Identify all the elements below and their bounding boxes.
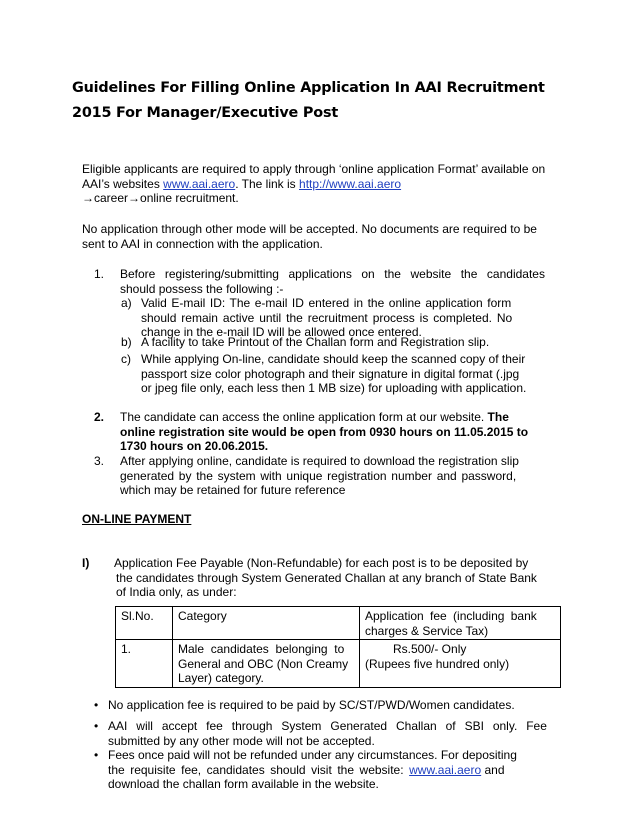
- step-1-line-1: Before registering/submitting applications on the website the candidates: [120, 267, 545, 281]
- step-1c-line-3: or jpeg file only, each less then 1 MB size) for uploading with application.: [141, 381, 527, 395]
- step-1b-line-1: A facility to take Printout of the Challan form and Registration slip.: [141, 335, 490, 349]
- step-1-text: [120, 267, 560, 296]
- header-fee: Application fee (including bank charges & Service Tax): [360, 607, 561, 640]
- step-1a-line-3: change in the e-mail ID will be allowed once entered.: [141, 325, 422, 339]
- step-1a-text: [141, 296, 561, 340]
- aai-website-link[interactable]: www.aai.aero: [163, 176, 236, 191]
- intro-line-3: →career→online recruitment.: [82, 191, 239, 205]
- bullet-3-line-3: download the challan form available in the website.: [108, 777, 379, 791]
- step-3-line-3: which may be retained for future reference: [120, 483, 346, 497]
- step-1c-text: [141, 352, 561, 396]
- step-1c-label: c): [121, 352, 131, 366]
- header-slno: Sl.No.: [116, 607, 173, 640]
- bullet-icon: •: [94, 698, 99, 712]
- bullet-3-line-1: Fees once paid will not be refunded under any circumstances. For depositing: [108, 748, 517, 762]
- intro-p2-line-1: No application through other mode will be accepted. No documents are required to be: [82, 222, 537, 236]
- aai-http-link[interactable]: http://www.aai.aero: [299, 176, 402, 191]
- intro-line-1: Eligible applicants are required to apply through ‘online application Format’ available on: [82, 162, 546, 176]
- row-category: Male candidates belonging to General and OBC (Non Creamy Layer) category.: [173, 640, 360, 688]
- step-2-line-1: The candidate can access the online application form at our website. The: [120, 410, 509, 424]
- payment-item-label: I): [82, 556, 90, 570]
- aai-website-link-2[interactable]: www.aai.aero: [409, 762, 482, 777]
- bullet-2-line-1: AAI will accept fee through System Generated Challan of SBI only. Fee: [108, 719, 547, 733]
- bullet-3-text: [108, 748, 562, 792]
- step-2-text: [120, 410, 560, 454]
- bullet-2-text: [108, 719, 562, 748]
- step-1a-line-1: Valid E-mail ID: The e-mail ID entered in the online application form: [141, 296, 512, 310]
- step-3-text: [120, 454, 560, 498]
- step-1b-label: b): [121, 335, 132, 349]
- step-3-line-2: generated by the system with unique registration number and password,: [120, 468, 517, 483]
- bullet-3-line-2: the requisite fee, candidates should visit the website: www.aai.aero and: [108, 762, 505, 777]
- row-fee: Rs.500/- Only (Rupees five hundred only): [360, 640, 561, 688]
- payment-line-1: Application Fee Payable (Non-Refundable) for each post is to be deposited by: [114, 556, 529, 570]
- table-header-row: [116, 607, 561, 640]
- intro-paragraph: [82, 162, 568, 206]
- step-3-line-1: After applying online, candidate is required to download the registration slip: [120, 454, 519, 468]
- payment-item-text: [114, 556, 564, 600]
- step-1a-label: a): [121, 296, 132, 310]
- title-line-2: 2015 For Manager/Executive Post: [72, 105, 338, 121]
- bullet-icon: •: [94, 748, 99, 762]
- step-1c-line-1: While applying On-line, candidate should keep the scanned copy of their: [141, 352, 526, 366]
- step-1-number: 1.: [94, 267, 105, 281]
- bullet-2-line-2: submitted by any other mode will not be accepted.: [108, 733, 375, 748]
- step-2-line-2: online registration site would be open from 0930 hours on 11.05.2015 to: [120, 424, 529, 439]
- step-1-line-2: should possess the following :-: [120, 281, 284, 296]
- step-3-number: 3.: [94, 454, 105, 468]
- intro-p2-line-2: sent to AAI in connection with the application.: [82, 236, 323, 251]
- payment-line-3: of India only, as under:: [116, 585, 237, 599]
- bullet-icon: •: [94, 719, 99, 733]
- step-1a-line-2: should remain active until the recruitment process is completed. No: [141, 310, 513, 325]
- fee-table: [115, 606, 561, 688]
- header-category: Category: [173, 607, 360, 640]
- bullet-1-text: No application fee is required to be paid by SC/ST/PWD/Women candidates.: [108, 698, 515, 712]
- page-title: [72, 76, 572, 126]
- step-2-number: 2.: [94, 410, 105, 424]
- row-slno: 1.: [116, 640, 173, 688]
- payment-line-2: the candidates through System Generated Challan at any branch of State Bank: [116, 570, 537, 585]
- intro-line-2: AAI’s websites www.aai.aero. The link is http://www.aai.aero: [82, 176, 402, 191]
- online-payment-heading: ON-LINE PAYMENT: [82, 512, 192, 526]
- step-2-line-3: 1730 hours on 20.06.2015.: [120, 439, 269, 453]
- step-1c-line-2: passport size color photograph and their signature in digital format (.jpg: [141, 366, 520, 381]
- table-row: [116, 640, 561, 688]
- title-line-1: Guidelines For Filling Online Application In AAI Recruitment: [72, 80, 545, 96]
- intro-paragraph-2: [82, 222, 568, 251]
